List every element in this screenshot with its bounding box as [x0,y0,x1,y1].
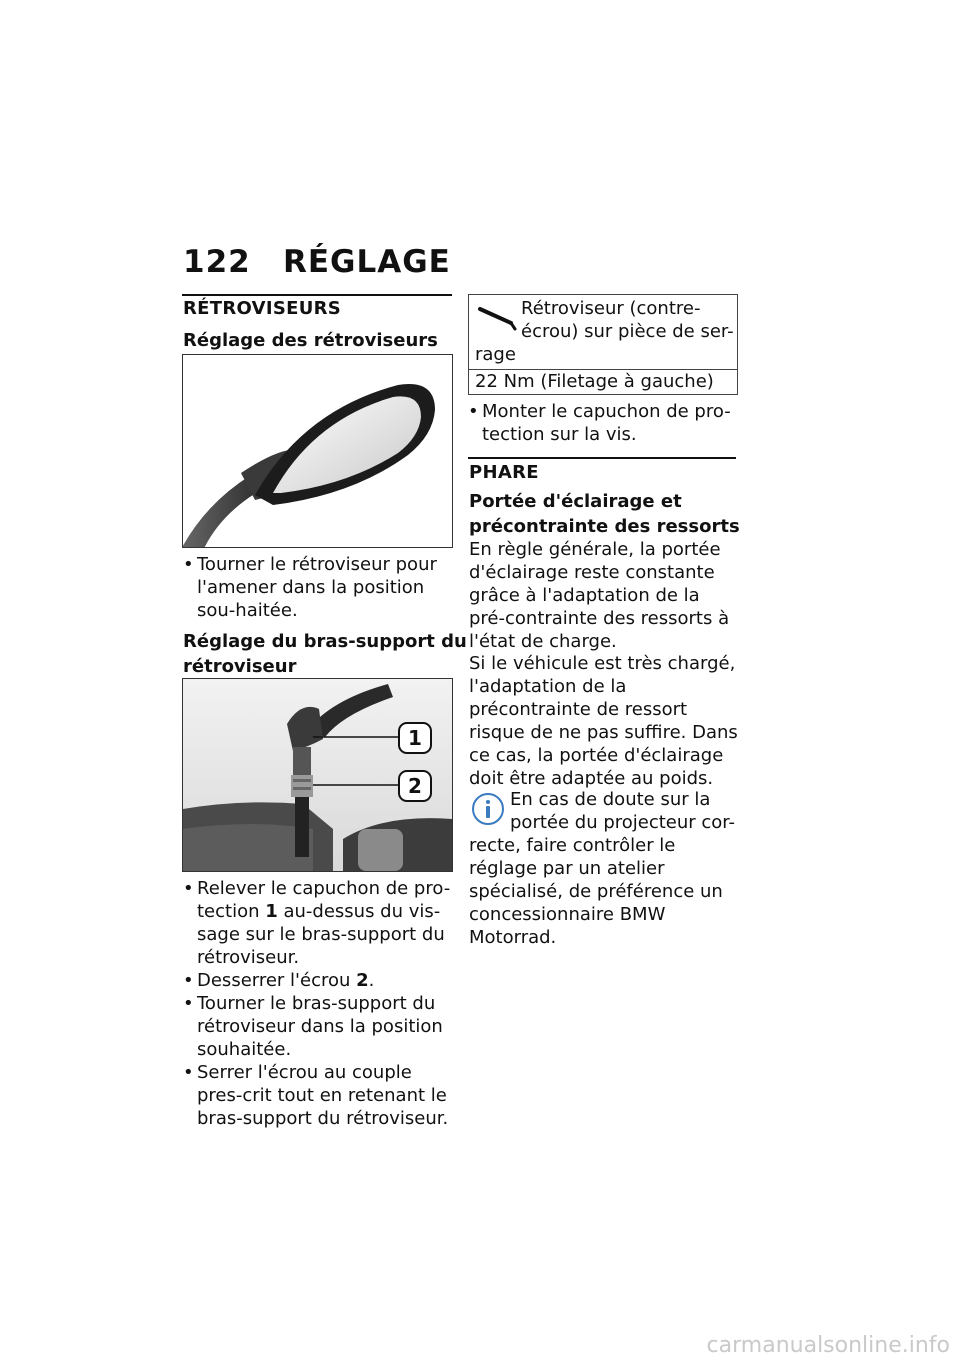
list-item: • Desserrer l'écrou 2. [183,969,451,992]
note-rest: recte, faire contrôler le réglage par un atelier spécialisé, de préférence un concessionnaire BMW Motorrad. [469,835,723,948]
wrench-icon [477,305,519,331]
list-item: • Relever le capuchon de pro-tection 1 au-dessus du vis-sage sur le bras-support du rétroviseur. [183,877,451,969]
list-item: • Serrer l'écrou au couple pres-crit tout en retenant le bras-support du rétroviseur. [183,1061,451,1130]
mirror-figure [182,354,453,548]
ref-1: 1 [265,901,278,922]
cap-step [468,400,736,446]
torque-label-line3: rage [475,344,516,365]
subtitle-beam-line2: précontrainte des ressorts [469,516,740,537]
torque-label-area [469,295,737,370]
page-header [183,244,451,280]
callout-1: 1 [408,726,422,750]
watermark: carmanualsonline.info [706,1333,950,1358]
subtitle-mirror-adjust: Réglage des rétroviseurs [183,330,438,351]
torque-box [468,294,738,395]
subtitle-arm-adjust [183,629,467,679]
subtitle-beam-line1: Portée d'éclairage et [469,491,682,512]
subtitle-beam-range [469,489,740,539]
paragraph-1: En règle générale, la portée d'éclairage reste constante grâce à l'adaptation de la pré-contrainte des ressorts à l'état de charge. [469,539,730,652]
torque-value: 22 Nm (Filetage à gauche) [475,371,714,392]
subtitle-arm-line1: Réglage du bras-support du [183,631,467,652]
section-rule [182,294,452,296]
section-title-headlight: PHARE [469,462,539,483]
callout-2: 2 [408,774,422,798]
info-icon [471,792,505,826]
torque-label-line1: Rétroviseur (contre- [521,298,701,319]
mirror-adjust-steps [183,553,451,622]
torque-label-line2: écrou) sur pièce de ser- [521,321,734,342]
subtitle-arm-line2: rétroviseur [183,656,297,677]
arm-figure [182,678,453,872]
note-line1: En cas de doute sur la [510,789,711,810]
list-item: • Monter le capuchon de pro-tection sur la vis. [468,400,736,446]
section-title-mirrors: RÉTROVISEURS [183,298,342,319]
list-item: • Tourner le rétroviseur pour l'amener dans la position sou-haitée. [183,553,451,622]
chapter-title: RÉGLAGE [283,244,451,280]
note-line2: portée du projecteur cor- [510,812,736,833]
page-number: 122 [183,244,251,280]
arm-adjust-steps [183,877,451,1130]
paragraph-2: Si le véhicule est très chargé, l'adaptation de la précontrainte de ressort risque de ne pas suffire. Dans ce cas, la portée d'éclairage doit être adaptée au poids. [469,653,738,789]
mirror-illustration [183,355,452,547]
ref-2: 2 [356,970,369,991]
section-rule [468,457,736,459]
list-item: • Tourner le bras-support du rétroviseur dans la position souhaitée. [183,992,451,1061]
